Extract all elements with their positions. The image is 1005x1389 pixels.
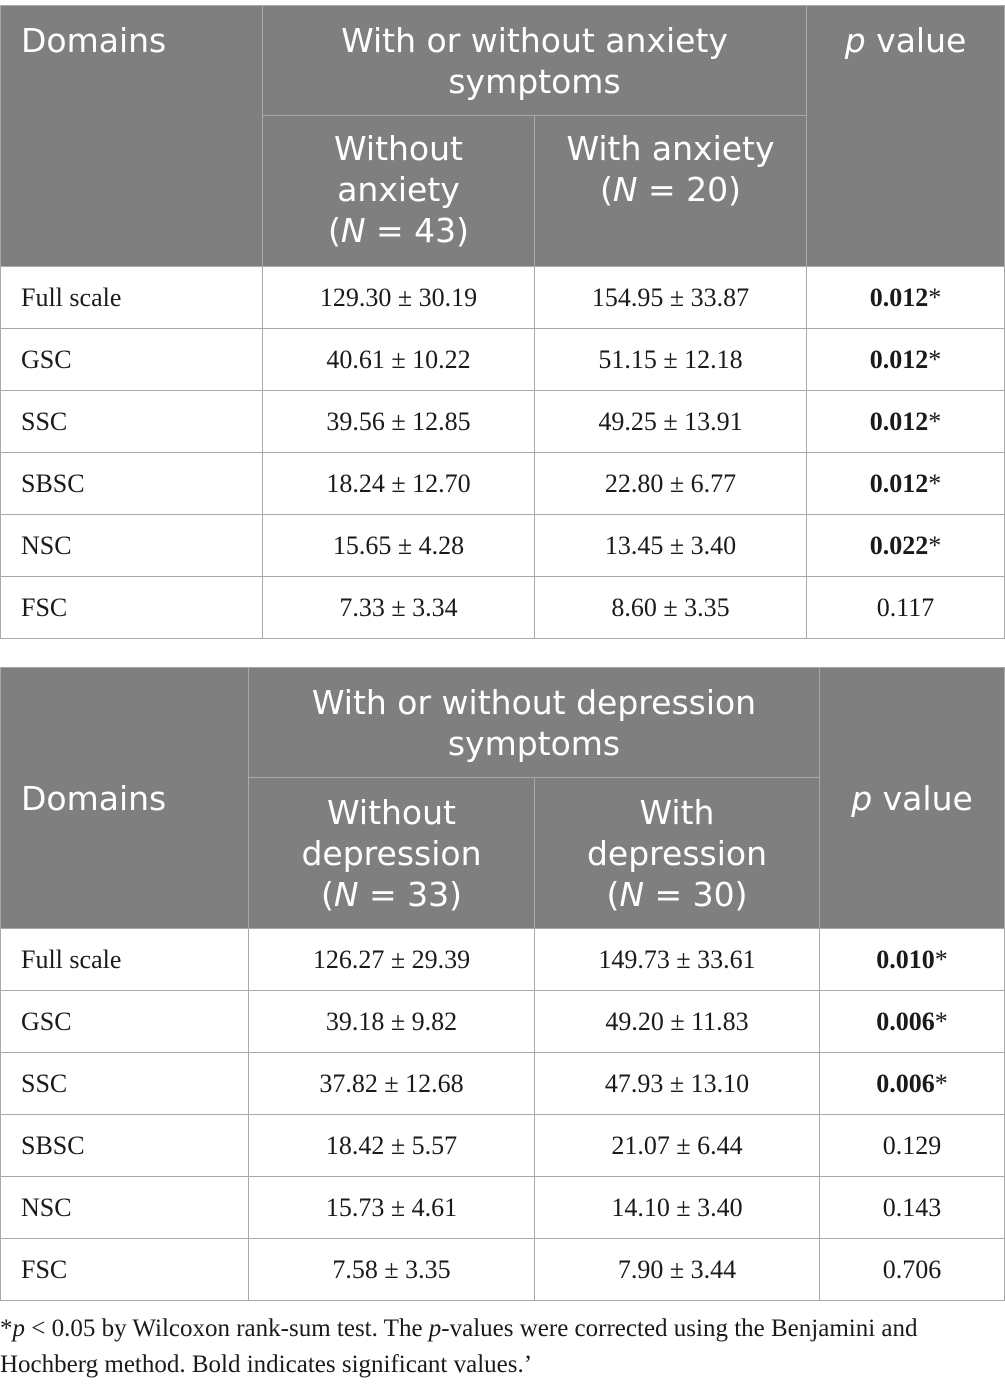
without-depression-header: Without depression (N = 33) [249, 778, 535, 929]
table-row [1, 929, 1005, 991]
table-footnote: *p < 0.05 by Wilcoxon rank-sum test. The p-values were corrected using the Benjamini and Hochberg method. Bold indicates significant values.’ [0, 1315, 918, 1378]
p-value: 0.012* [807, 329, 1005, 391]
p-value-header: p value [820, 668, 1005, 929]
with-depression-header: With depression (N = 30) [535, 778, 820, 929]
depression-table [0, 667, 1005, 1301]
table-row [1, 391, 1005, 453]
p-value: 0.012* [807, 391, 1005, 453]
with-value: 154.95 ± 33.87 [535, 267, 807, 329]
p-value: 0.706 [820, 1239, 1005, 1301]
p-value: 0.006* [820, 991, 1005, 1053]
row-label: SSC [1, 391, 263, 453]
p-value: 0.117 [807, 577, 1005, 639]
row-label: GSC [1, 991, 249, 1053]
with-value: 8.60 ± 3.35 [535, 577, 807, 639]
table-row [1, 1115, 1005, 1177]
p-value: 0.012* [807, 267, 1005, 329]
table-row [1, 1053, 1005, 1115]
without-value: 40.61 ± 10.22 [263, 329, 535, 391]
table-row [1, 267, 1005, 329]
p-value: 0.143 [820, 1177, 1005, 1239]
p-value: 0.012* [807, 453, 1005, 515]
table-row [1, 453, 1005, 515]
p-value: 0.129 [820, 1115, 1005, 1177]
with-value: 149.73 ± 33.61 [535, 929, 820, 991]
row-label: GSC [1, 329, 263, 391]
row-label: Full scale [1, 267, 263, 329]
without-value: 15.65 ± 4.28 [263, 515, 535, 577]
without-value: 7.33 ± 3.34 [263, 577, 535, 639]
anxiety-table [0, 5, 1005, 639]
row-label: FSC [1, 1239, 249, 1301]
without-value: 126.27 ± 29.39 [249, 929, 535, 991]
group-header: With or without depression symptoms [249, 668, 820, 778]
with-value: 49.20 ± 11.83 [535, 991, 820, 1053]
without-value: 39.18 ± 9.82 [249, 991, 535, 1053]
without-value: 39.56 ± 12.85 [263, 391, 535, 453]
with-value: 7.90 ± 3.44 [535, 1239, 820, 1301]
with-value: 13.45 ± 3.40 [535, 515, 807, 577]
with-value: 22.80 ± 6.77 [535, 453, 807, 515]
row-label: NSC [1, 515, 263, 577]
with-value: 14.10 ± 3.40 [535, 1177, 820, 1239]
domains-header: Domains [1, 668, 249, 929]
with-anxiety-header: With anxiety (N = 20) [535, 116, 807, 267]
group-header: With or without anxiety symptoms [263, 6, 807, 116]
without-value: 18.42 ± 5.57 [249, 1115, 535, 1177]
row-label: Full scale [1, 929, 249, 991]
p-value: 0.006* [820, 1053, 1005, 1115]
p-value: 0.022* [807, 515, 1005, 577]
table-row [1, 991, 1005, 1053]
p-value-header: p value [807, 6, 1005, 267]
row-label: SBSC [1, 453, 263, 515]
table-row [1, 515, 1005, 577]
without-value: 18.24 ± 12.70 [263, 453, 535, 515]
without-value: 129.30 ± 30.19 [263, 267, 535, 329]
table-row [1, 1239, 1005, 1301]
with-value: 47.93 ± 13.10 [535, 1053, 820, 1115]
without-value: 7.58 ± 3.35 [249, 1239, 535, 1301]
row-label: FSC [1, 577, 263, 639]
row-label: NSC [1, 1177, 249, 1239]
with-value: 49.25 ± 13.91 [535, 391, 807, 453]
p-value: 0.010* [820, 929, 1005, 991]
without-anxiety-header: Without anxiety (N = 43) [263, 116, 535, 267]
table-row [1, 1177, 1005, 1239]
without-value: 15.73 ± 4.61 [249, 1177, 535, 1239]
without-value: 37.82 ± 12.68 [249, 1053, 535, 1115]
with-value: 21.07 ± 6.44 [535, 1115, 820, 1177]
domains-header: Domains [1, 6, 263, 267]
row-label: SBSC [1, 1115, 249, 1177]
table-row [1, 329, 1005, 391]
with-value: 51.15 ± 12.18 [535, 329, 807, 391]
table-row [1, 577, 1005, 639]
row-label: SSC [1, 1053, 249, 1115]
